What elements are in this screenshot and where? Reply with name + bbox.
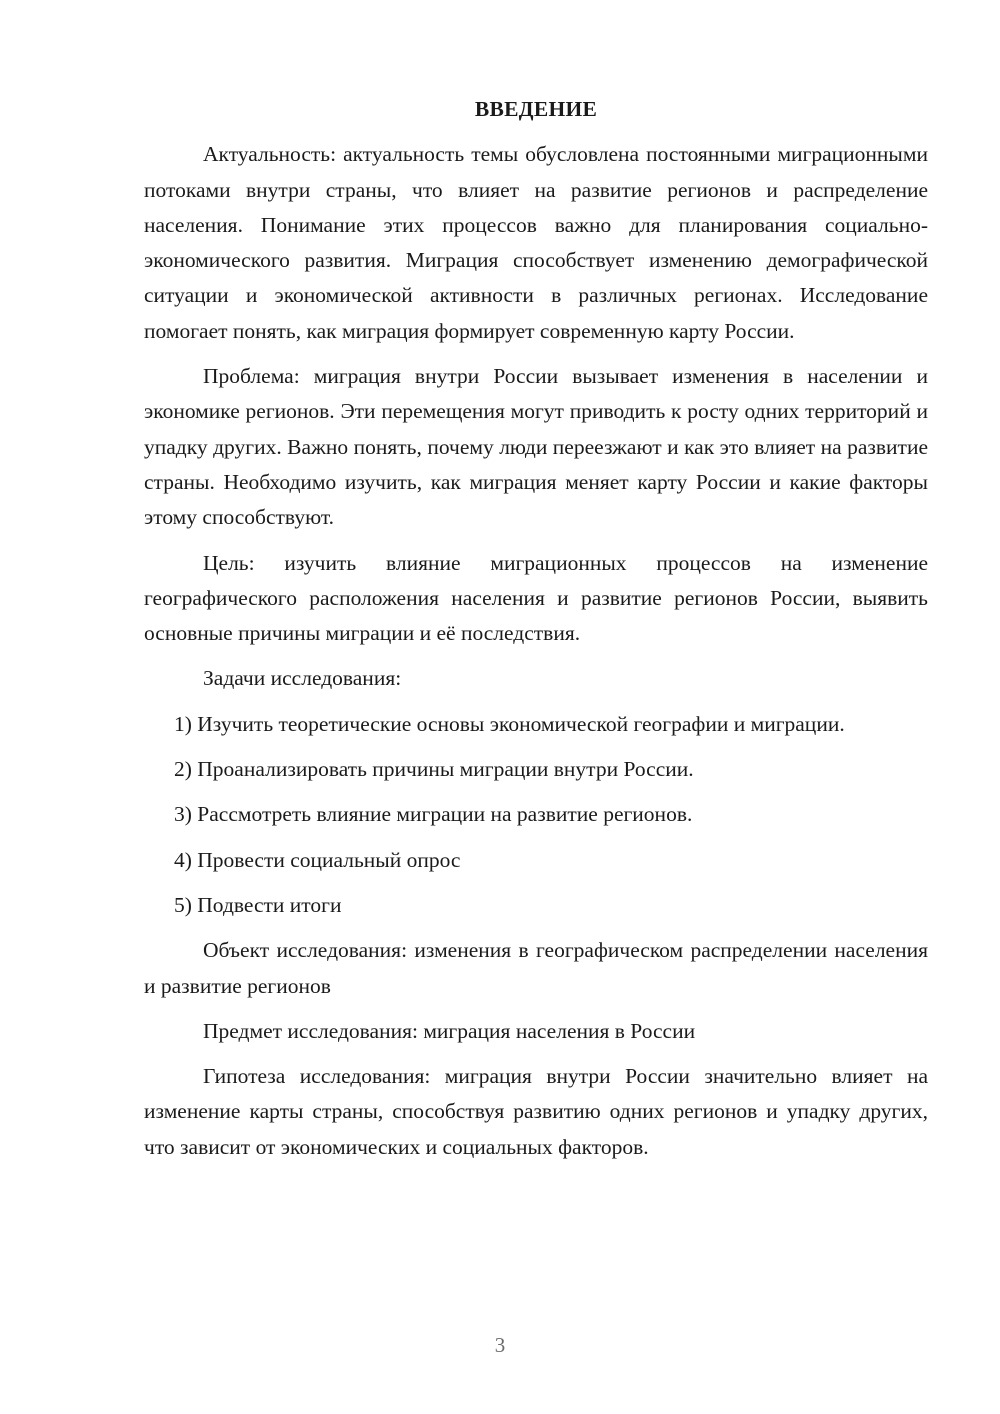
task-item-3: 3) Рассмотреть влияние миграции на развитие регионов.: [174, 802, 693, 827]
paragraph-goal: Цель: изучить влияние миграционных процессов на изменение географического расположения населения и развитие регионов России, выявить основные причины миграции и её последствия.: [144, 550, 928, 646]
section-heading: ВВЕДЕНИЕ: [474, 97, 598, 121]
paragraph-problem: Проблема: миграция внутри России вызывает изменения в населении и экономике регионов. Эти перемещения могут приводить к росту одних территорий и упадку других. Важно понять, почему люди переезжают и как это влияет на развитие страны. Необходимо изучить, как миграция меняет карту России и какие факторы этому способствуют.: [144, 364, 928, 530]
paragraph-hypothesis: Гипотеза исследования: миграция внутри России значительно влияет на изменение карты страны, способствуя развитию одних регионов и упадку других, что зависит от экономических и социальных факторов.: [144, 1064, 928, 1159]
paragraph-relevance: Актуальность: актуальность темы обусловлена постоянными миграционными потоками внутри страны, что влияет на развитие регионов и распределение населения. Понимание этих процессов важно для планирования социально-экономического развития. Миграция способствует изменению демографической ситуации и экономической активности в различных регионах. Исследование помогает понять, как миграция формирует современную карту России.: [144, 142, 928, 343]
page-number: 3: [494, 1333, 506, 1357]
paragraph-subject: Предмет исследования: миграция населения в России: [203, 1018, 696, 1043]
task-item-1: 1) Изучить теоретические основы экономической географии и миграции.: [174, 711, 845, 736]
paragraph-object: Объект исследования: изменения в географическом распределении населения и развитие регионов: [144, 938, 928, 998]
task-item-4: 4) Провести социальный опрос: [174, 847, 461, 872]
page-content: [144, 92, 928, 1175]
task-item-5: 5) Подвести итоги: [174, 892, 342, 917]
paragraph-tasks-heading: Задачи исследования:: [203, 666, 402, 691]
task-item-2: 2) Проанализировать причины миграции внутри России.: [174, 757, 694, 782]
